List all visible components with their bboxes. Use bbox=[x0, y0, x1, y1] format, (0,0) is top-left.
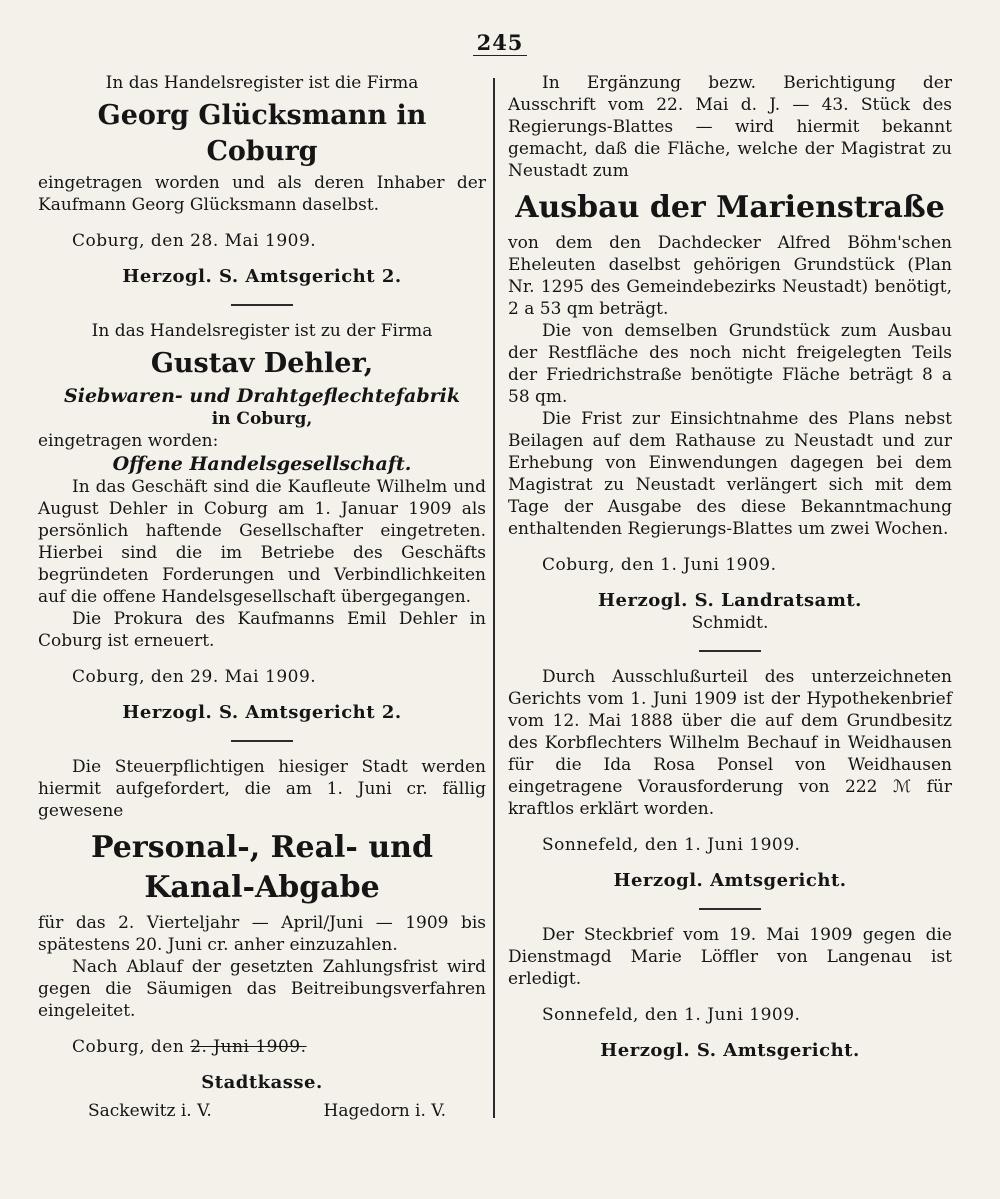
notice-date: Coburg, den 29. Mai 1909. bbox=[72, 667, 317, 687]
notice-eingetragen: eingetragen worden: bbox=[38, 431, 219, 451]
notice-paragraph: von dem den Dachdecker Alfred Böhm'schen Eheleuten daselbst gehörigen Grundstück (Plan Nr. 1295 des Gemeindebezirks Neustadt) benötigt, 2 a 53 qm beträgt. bbox=[508, 233, 952, 319]
notice-body: eingetragen worden und als deren Inhaber der Kaufmann Georg Glücksmann daselbst. bbox=[38, 173, 486, 215]
notice-authority: Herzogl. S. Landratsamt. bbox=[598, 590, 862, 611]
notice-paragraph: für das 2. Vierteljahr — April/Juni — 1909 bis spätestens 20. Juni cr. anher einzuzahlen. bbox=[38, 913, 486, 955]
firm-name: Georg Glücksmann in Coburg bbox=[97, 100, 427, 167]
notice-paragraph: Durch Ausschlußurteil des unterzeichneten Gerichts vom 1. Juni 1909 ist der Hypothekenbrief vom 12. Mai 1888 über die auf dem Grundbesitz des Korbflechters Wilhelm Bechauf in Weidhausen für die Ida Rosa Ponsel von Weidhausen eingetragene Vorausforderung von 222 ℳ für kraftlos erklärt worden. bbox=[508, 667, 952, 819]
notice-paragraph: Der Steckbrief vom 19. Mai 1909 gegen die Dienstmagd Marie Löffler von Langenau ist erledigt. bbox=[508, 925, 952, 989]
signature-right: Hagedorn i. V. bbox=[323, 1101, 446, 1121]
notice-steckbrief bbox=[508, 924, 952, 1062]
notice-paragraph: In Ergänzung bezw. Berichtigung der Ausschrift vom 22. Mai d. J. — 43. Stück des Regierungs-Blattes — wird hiermit bekannt gemacht, daß die Fläche, welche der Magistrat zu Neustadt zum bbox=[508, 73, 952, 181]
notice-title: Ausbau der Marienstraße bbox=[515, 190, 945, 225]
notice-paragraph: Nach Ablauf der gesetzten Zahlungsfrist wird gegen die Säumigen das Beitreibungsverfahren eingeleitet. bbox=[38, 957, 486, 1021]
right-column bbox=[508, 72, 952, 1062]
notice-authority: Herzogl. S. Amtsgericht 2. bbox=[122, 702, 402, 723]
notice-date bbox=[38, 1036, 486, 1058]
notice-paragraph: Die Steuerpflichtigen hiesiger Stadt werden hiermit aufgefordert, die am 1. Juni cr. fällig gewesene bbox=[38, 757, 486, 821]
notice-date: Sonnefeld, den 1. Juni 1909. bbox=[542, 835, 801, 855]
notice-dehler bbox=[38, 320, 486, 724]
section-separator bbox=[38, 288, 486, 320]
notice-authority: Herzogl. Amtsgericht. bbox=[613, 870, 847, 891]
notice-hypothekenbrief bbox=[508, 666, 952, 892]
firm-location: in Coburg, bbox=[211, 409, 313, 429]
notice-authority: Herzogl. S. Amtsgericht 2. bbox=[122, 266, 402, 287]
notice-date: Sonnefeld, den 1. Juni 1909. bbox=[542, 1005, 801, 1025]
section-separator bbox=[38, 724, 486, 756]
company-type: Offene Handelsgesellschaft. bbox=[112, 453, 412, 475]
notice-date: Coburg, den 1. Juni 1909. bbox=[542, 555, 777, 575]
notice-marienstrasse bbox=[508, 72, 952, 634]
notice-authority: Stadtkasse. bbox=[201, 1072, 323, 1093]
notice-paragraph: Die Frist zur Einsichtnahme des Plans nebst Beilagen auf dem Rathause zu Neustadt und zur Erhebung von Einwendungen dagegen bei dem Magistrat zu Neustadt verlängert sich mit dem Tage der Ausgabe des diese Bekanntmachung enthaltenden Regierungs-Blattes um zwei Wochen. bbox=[508, 409, 952, 539]
date-struck: 2. Juni 1909. bbox=[190, 1037, 307, 1057]
section-separator bbox=[508, 892, 952, 924]
signature-left: Sackewitz i. V. bbox=[88, 1101, 212, 1121]
page-number bbox=[0, 30, 1000, 55]
column-divider bbox=[493, 78, 495, 1118]
notice-authority: Herzogl. S. Amtsgericht. bbox=[600, 1040, 860, 1061]
signature-row bbox=[38, 1100, 486, 1122]
notice-intro: In das Handelsregister ist zu der Firma bbox=[91, 321, 433, 341]
notice-signature: Schmidt. bbox=[691, 613, 769, 633]
left-column bbox=[38, 72, 486, 1122]
notice-paragraph: In das Geschäft sind die Kaufleute Wilhelm und August Dehler in Coburg am 1. Januar 1909 als persönlich haftende Gesellschafter eingetreten. Hierbei sind die im Betriebe des Geschäfts begründeten Forderungen und Verbindlichkeiten auf die offene Handelsgesellschaft übergegangen. bbox=[38, 477, 486, 607]
notice-glucksmann bbox=[38, 72, 486, 288]
firm-subtitle: Siebwaren- und Drahtgeflechtefabrik bbox=[64, 385, 460, 407]
notice-intro: In das Handelsregister ist die Firma bbox=[105, 73, 419, 93]
notice-date: Coburg, den 28. Mai 1909. bbox=[72, 231, 317, 251]
notice-paragraph: Die Prokura des Kaufmanns Emil Dehler in Coburg ist erneuert. bbox=[38, 609, 486, 651]
notice-paragraph: Die von demselben Grundstück zum Ausbau der Restfläche des noch nicht freigelegten Teils der Friedrichstraße benötigte Fläche beträgt 8 a 58 qm. bbox=[508, 321, 952, 407]
notice-title: Personal-, Real- und Kanal-Abgabe bbox=[91, 830, 433, 905]
section-separator bbox=[508, 634, 952, 666]
notice-steuer bbox=[38, 756, 486, 1122]
date-prefix: Coburg, den bbox=[72, 1037, 185, 1057]
firm-name: Gustav Dehler, bbox=[150, 348, 374, 379]
page-number-text: 245 bbox=[473, 30, 528, 56]
